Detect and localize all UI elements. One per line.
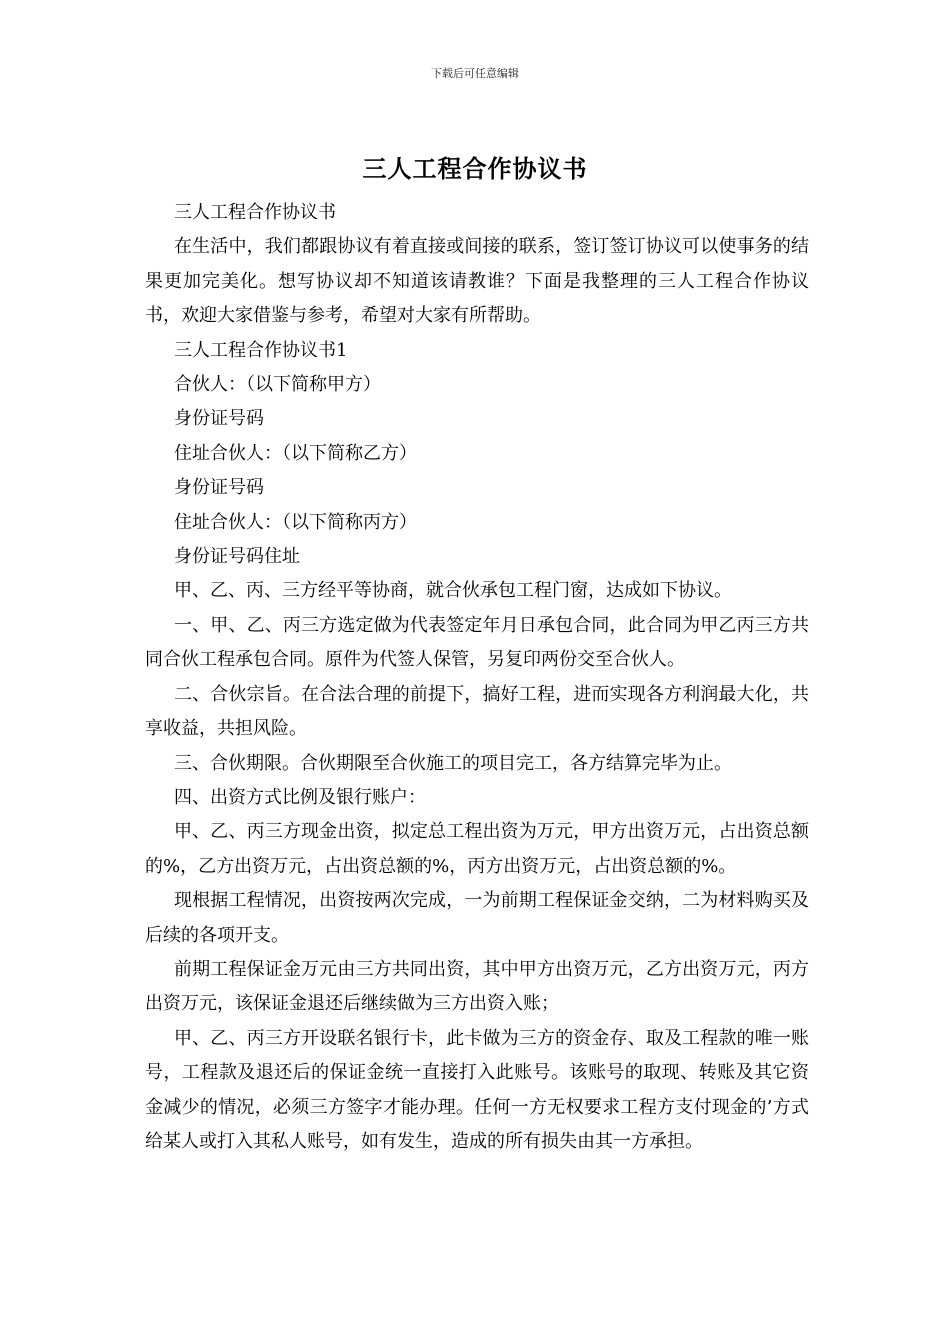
paragraph: 合伙人：（以下简称甲方） bbox=[174, 374, 381, 396]
paragraph: 身份证号码 bbox=[174, 408, 264, 430]
paragraph: 住址合伙人：（以下简称乙方） bbox=[174, 442, 417, 464]
paragraph: 四、出资方式比例及银行账户： bbox=[174, 786, 426, 808]
document-title: 三人工程合作协议书 bbox=[362, 154, 588, 183]
paragraph: 在生活中，我们都跟协议有着直接或间接的联系，签订签订协议可以使事务的结果更加完美化。想写协议却不知道该请教谁？下面是我整理的三人工程合作协议书，欢迎大家借鉴与参考，希望对大家有所帮助。 bbox=[145, 236, 809, 327]
paragraph: 身份证号码 bbox=[174, 477, 264, 499]
document-body bbox=[145, 196, 809, 1159]
paragraph: 三人工程合作协议书1 bbox=[174, 339, 348, 361]
paragraph: 住址合伙人：（以下简称丙方） bbox=[174, 511, 417, 533]
paragraph: 甲、乙、丙三方开设联名银行卡，此卡做为三方的资金存、取及工程款的唯一账号，工程款及退还后的保证金统一直接打入此账号。该账号的取现、转账及其它资金减少的情况，必须三方签字才能办理。任何一方无权要求工程方支付现金的’方式给某人或打入其私人账号，如有发生，造成的所有损失由其一方承担。 bbox=[145, 1027, 809, 1152]
paragraph: 甲、乙、丙、三方经平等协商，就合伙承包工程门窗，达成如下协议。 bbox=[174, 580, 732, 602]
paragraph: 三、合伙期限。合伙期限至合伙施工的项目完工，各方结算完毕为止。 bbox=[174, 752, 732, 774]
header-note: 下载后可任意编辑 bbox=[431, 67, 519, 80]
paragraph: 甲、乙、丙三方现金出资，拟定总工程出资为万元，甲方出资万元，占出资总额的%，乙方出资万元，占出资总额的%，丙方出资万元，占出资总额的%。 bbox=[145, 821, 809, 877]
paragraph: 身份证号码住址 bbox=[174, 546, 300, 568]
paragraph: 现根据工程情况，出资按两次完成，一为前期工程保证金交纳，二为材料购买及后续的各项开支。 bbox=[145, 890, 809, 946]
paragraph: 一、甲、乙、丙三方选定做为代表签定年月日承包合同，此合同为甲乙丙三方共同合伙工程承包合同。原件为代签人保管，另复印两份交至合伙人。 bbox=[145, 614, 809, 671]
paragraph: 三人工程合作协议书 bbox=[174, 202, 336, 223]
paragraph: 前期工程保证金万元由三方共同出资，其中甲方出资万元，乙方出资万元，丙方出资万元，该保证金退还后继续做为三方出资入账； bbox=[145, 958, 809, 1015]
paragraph: 二、合伙宗旨。在合法合理的前提下，搞好工程，进而实现各方利润最大化，共享收益，共担风险。 bbox=[145, 683, 809, 740]
